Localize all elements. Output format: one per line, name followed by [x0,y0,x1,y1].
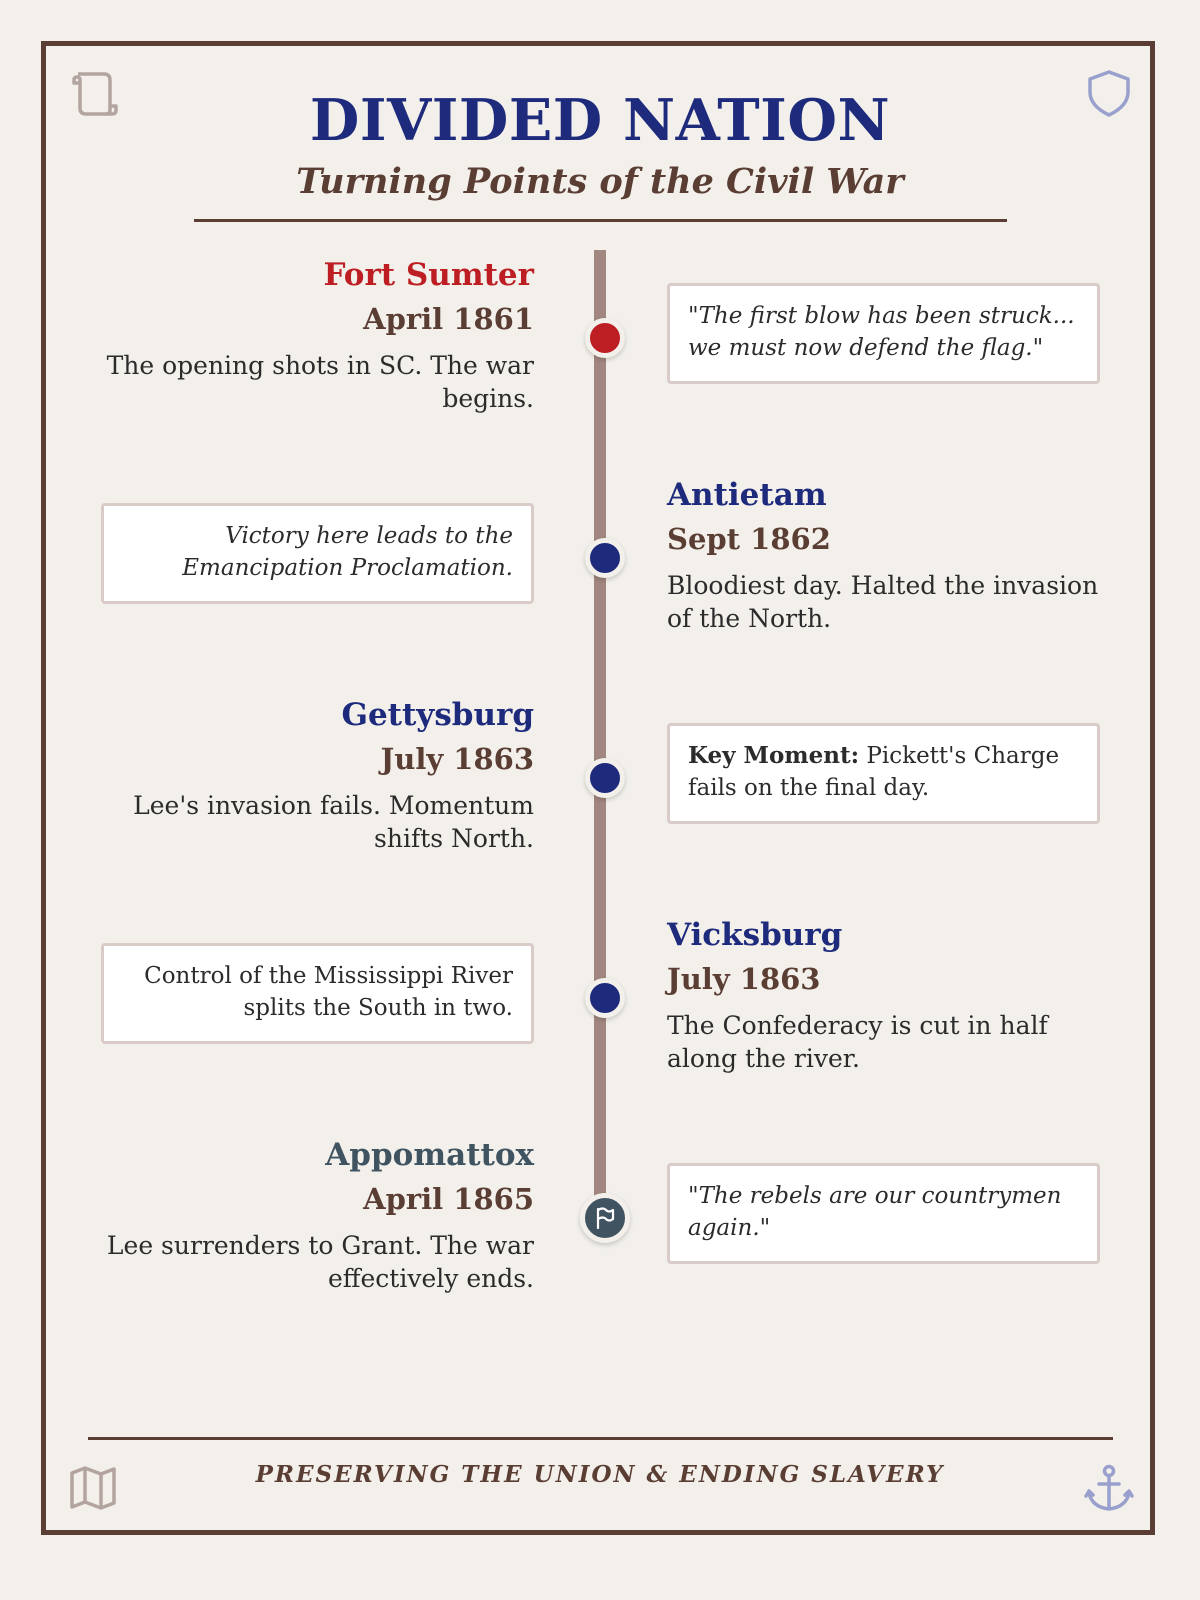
event-title: Antietam [667,477,827,513]
event-title: Gettysburg [341,697,534,733]
event-appomattox [94,1135,534,1295]
event-title: Vicksburg [667,917,843,953]
timeline-marker-appomattox [580,1193,630,1243]
event-note-card [101,503,534,604]
timeline-marker-gettysburg [585,758,625,798]
event-note-card [667,283,1100,384]
page-subtitle: Turning Points of the Civil War [296,161,904,202]
event-note: Victory here leads to the Emancipation Proclamation. [182,523,513,581]
flag-icon [595,1207,615,1229]
footer-divider [88,1437,1113,1440]
event-vicksburg [667,915,1107,1075]
event-note-card [667,723,1100,824]
event-note: "The first blow has been struck... we must now defend the flag." [688,303,1075,361]
event-note-card [101,943,534,1044]
event-note: "The rebels are our countrymen again." [688,1183,1062,1241]
event-description: Lee surrenders to Grant. The war effectively ends. [106,1231,534,1293]
event-note-card [667,1163,1100,1264]
event-note: Pickett's Charge fails on the final day. [688,743,1060,801]
event-date: April 1865 [363,1182,534,1216]
event-fort-sumter [94,255,534,415]
event-antietam [667,475,1107,635]
event-date: July 1863 [667,962,821,996]
event-description: Lee's invasion fails. Momentum shifts North. [133,791,534,853]
timeline-marker-antietam [585,538,625,578]
event-title: Fort Sumter [323,257,534,293]
page-title: DIVIDED NATION [309,87,891,154]
event-note: Control of the Mississippi River splits the South in two. [144,963,513,1021]
event-gettysburg [94,695,534,855]
footer-motto: PRESERVING THE UNION & ENDING SLAVERY [255,1461,945,1488]
timeline-marker-vicksburg [585,978,625,1018]
event-description: The Confederacy is cut in half along the river. [667,1011,1048,1073]
timeline-line [594,250,606,1212]
event-description: Bloodiest day. Halted the invasion of the North. [667,571,1099,633]
event-note-label: Key Moment: [688,742,860,769]
event-date: April 1861 [363,302,534,336]
event-description: The opening shots in SC. The war begins. [106,351,534,413]
event-date: Sept 1862 [667,522,831,556]
event-title: Appomattox [325,1137,534,1173]
event-date: July 1863 [380,742,534,776]
timeline-marker-fort-sumter [585,318,625,358]
title-divider [194,219,1007,222]
